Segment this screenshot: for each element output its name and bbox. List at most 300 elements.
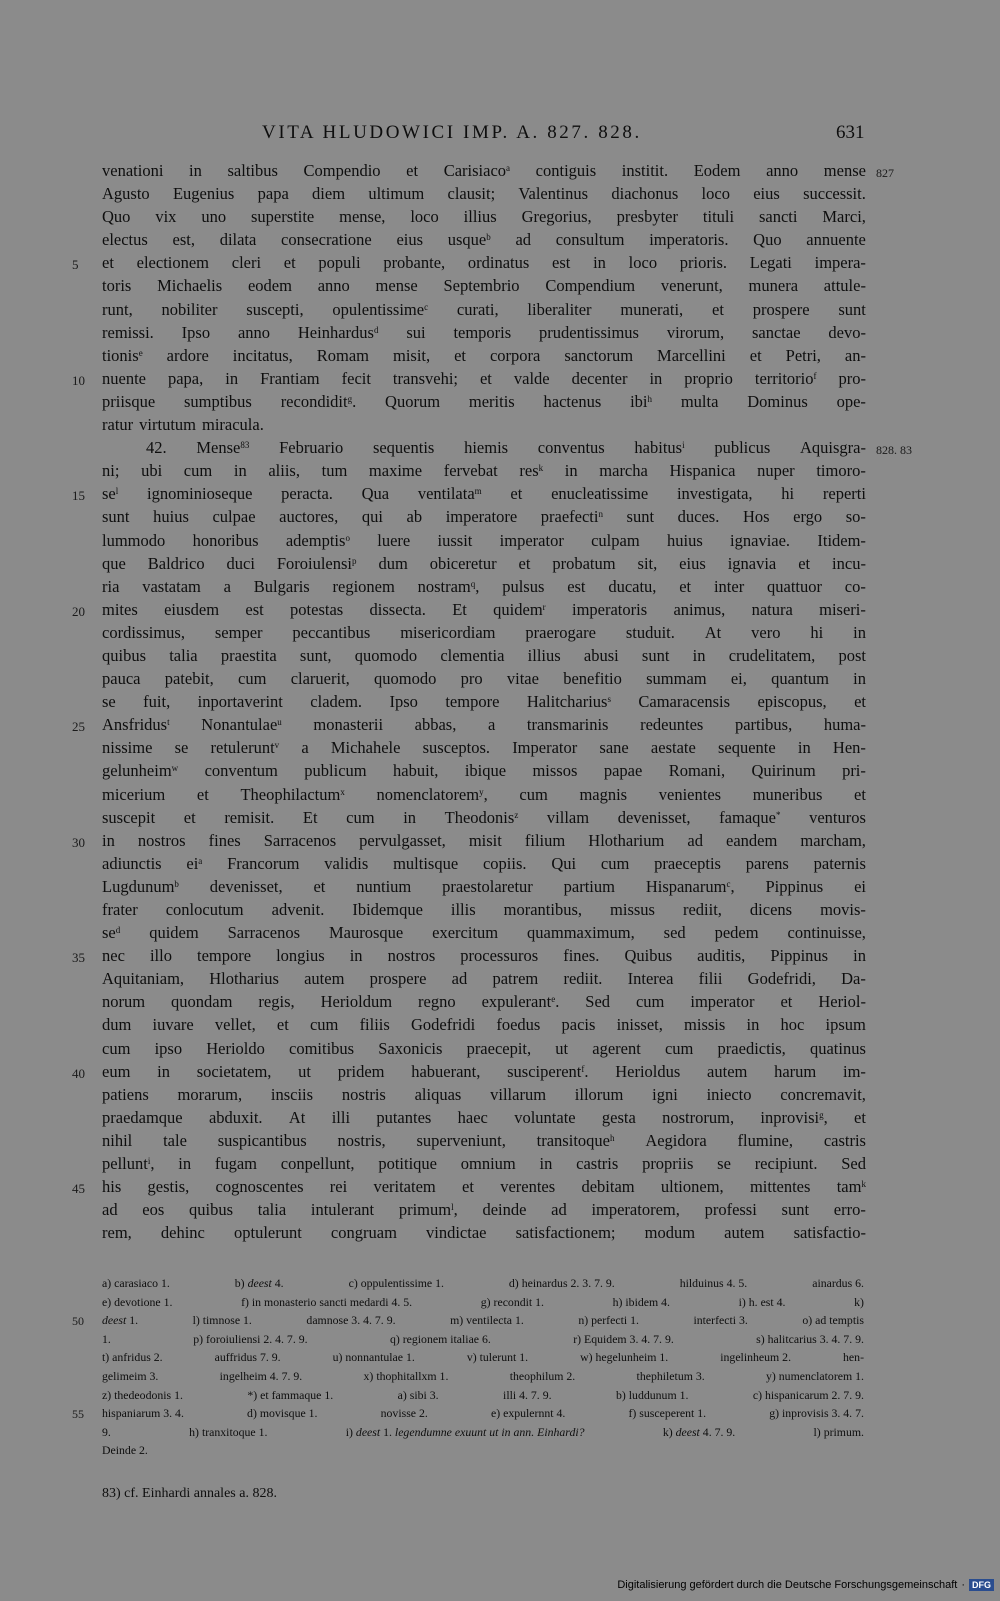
word: sequentis: [372, 438, 435, 458]
word: cum: [600, 853, 630, 873]
word: morarum,: [177, 1084, 243, 1104]
word: castris: [576, 1154, 619, 1174]
word: ordinatus: [467, 253, 530, 273]
note-entry: o) ad temptis: [802, 1313, 864, 1328]
word: quomodo: [374, 669, 437, 689]
word: suscepti,: [246, 299, 304, 319]
word: ria: [102, 576, 120, 596]
word: in: [539, 1154, 553, 1174]
text-line: [102, 552, 866, 575]
word: satisfactionem;: [515, 1223, 616, 1243]
word: haec: [457, 1107, 488, 1127]
word: auctores,: [279, 507, 339, 527]
word: summam: [646, 669, 707, 689]
word: res$^k$: [519, 461, 544, 481]
word: sumptibus: [184, 391, 252, 411]
word: multa: [680, 391, 719, 411]
word: regno: [418, 992, 456, 1012]
word: ibi$^h$: [630, 391, 653, 411]
word: expulerant$^e$.: [481, 992, 560, 1012]
word: susciperent$^f$.: [507, 1061, 589, 1081]
word: pro: [460, 669, 483, 689]
note-marker: g: [347, 393, 353, 404]
word: illis: [450, 900, 476, 919]
word: an-: [844, 345, 866, 365]
note-entry: r) Equidem 3. 4. 7. 9.: [573, 1331, 674, 1346]
word: loco: [628, 253, 658, 273]
word: parens: [745, 853, 789, 873]
word: micerium: [102, 784, 166, 804]
word: dehinc: [160, 1223, 205, 1243]
word: societatem,: [196, 1061, 272, 1081]
italic-note: deest: [355, 1424, 381, 1439]
word: Eugenius: [172, 184, 235, 204]
word: populi: [318, 253, 361, 273]
note-entry: interfecti 3.: [693, 1313, 748, 1328]
word: inter: [713, 576, 745, 596]
word: putantes: [376, 1107, 432, 1127]
word: rediit.: [563, 969, 603, 989]
word: flumine,: [737, 1130, 793, 1150]
note-marker: m: [474, 486, 482, 497]
word: Sarracenos: [263, 830, 337, 850]
word: ni;: [102, 461, 120, 481]
word: sunt: [781, 1200, 810, 1220]
word: nec: [102, 946, 125, 966]
word: se: [102, 692, 116, 712]
note-entry: y) numenclatorem 1.: [766, 1368, 864, 1383]
word: prioris.: [679, 253, 728, 273]
word: saltibus: [227, 161, 278, 180]
word: pulsus: [502, 576, 545, 596]
word: sunt: [641, 645, 670, 665]
word: in: [189, 161, 202, 180]
text-line: [102, 459, 866, 482]
note-line: [102, 1386, 864, 1405]
note-entry: e) expulernnt 4.: [490, 1406, 566, 1421]
word: transmarinis: [526, 715, 609, 735]
word: pervulgasset,: [359, 830, 446, 850]
text-line: [72, 1175, 866, 1198]
word: aliis,: [268, 461, 300, 481]
word: praecepit,: [466, 1038, 532, 1058]
text-line: [102, 621, 866, 644]
word: quondam: [171, 992, 233, 1012]
word: morantibus,: [503, 900, 583, 919]
word: tale: [163, 1130, 187, 1150]
note-entry: f) susceperent 1.: [628, 1406, 707, 1421]
word: sunt,: [299, 645, 332, 665]
word: virtutum: [139, 415, 196, 435]
word: anno: [766, 161, 799, 180]
word: in: [349, 946, 363, 966]
word: vellet,: [214, 1015, 256, 1035]
word: patrem: [492, 969, 539, 989]
word: huma-: [823, 715, 866, 735]
word: et: [283, 253, 296, 273]
note-marker: o: [345, 532, 350, 543]
note-marker: 83: [240, 440, 250, 451]
word: patebit,: [164, 669, 214, 689]
text-line: [72, 713, 866, 736]
word: pro-: [838, 368, 866, 388]
word: pedem: [714, 923, 759, 943]
word: misit,: [392, 345, 431, 365]
word: ei: [854, 876, 866, 896]
word: agerent: [592, 1038, 641, 1058]
word: et: [479, 368, 492, 388]
word: devo-: [828, 322, 866, 342]
word: magnis: [579, 784, 628, 804]
text-line: [102, 967, 866, 990]
text-line: [102, 921, 866, 944]
word: paternis: [813, 853, 866, 873]
word: Herioldum: [320, 992, 393, 1012]
word: nostris,: [337, 1130, 386, 1150]
text-line: [102, 1152, 866, 1175]
running-title: VITA HLUDOWICI IMP. A. 827. 828.: [262, 122, 642, 143]
word: superveniunt,: [416, 1130, 506, 1150]
word: ad: [551, 1200, 567, 1220]
word: maxime: [368, 461, 423, 481]
note-marker: d: [115, 925, 121, 936]
word: munerati,: [620, 299, 684, 319]
word: $se^l$: [102, 484, 119, 504]
word: ipso: [154, 1038, 183, 1058]
text-line: [72, 482, 866, 505]
word: ad: [102, 1200, 118, 1220]
word: et: [196, 784, 209, 804]
word: Da-: [841, 969, 866, 989]
word: rei: [329, 1177, 348, 1197]
word: Hos: [742, 507, 770, 527]
note-entry: n) perfecti 1.: [578, 1313, 639, 1328]
word: ademptis$^o$: [285, 530, 350, 550]
word: suscepit: [102, 807, 156, 827]
note-entry: x) thophitallxm 1.: [363, 1368, 449, 1383]
word: Sarracenos: [227, 923, 301, 943]
word: huius: [153, 507, 189, 527]
note-entry: damnose 3. 4. 7. 9.: [306, 1313, 396, 1328]
word: Halitcharius$^s$: [526, 692, 611, 712]
word: devenisset,: [617, 807, 691, 827]
text-line: [72, 367, 866, 390]
word: nuper: [757, 461, 795, 481]
word: filiis: [359, 1015, 390, 1035]
word: inprovisi$^g$,: [760, 1107, 828, 1127]
word: Theodonis$^z$: [444, 807, 519, 827]
text-line: [102, 1083, 866, 1106]
text-line: [102, 806, 866, 829]
note-entry: d) heinardus 2. 3. 7. 9.: [508, 1276, 615, 1290]
note-entry: hen-: [843, 1350, 864, 1365]
word: in: [853, 946, 866, 966]
note-marker: u: [277, 717, 282, 728]
word: pridem: [337, 1061, 385, 1081]
word: Camaracensis: [638, 692, 731, 712]
word: veritatem: [373, 1177, 436, 1197]
word: sequente: [717, 738, 776, 758]
word: Saxonicis: [378, 1038, 443, 1058]
note-entry: b) luddunum 1.: [616, 1387, 689, 1402]
text-line: [102, 182, 866, 205]
word: fervebat: [443, 461, 498, 481]
word: nihil: [102, 1130, 133, 1150]
word: im-: [843, 1061, 866, 1081]
word: praedamque: [102, 1107, 183, 1127]
line-number: 5: [72, 257, 79, 273]
text-line: [102, 852, 866, 875]
main-text: [72, 159, 912, 1244]
word: cum: [519, 784, 548, 804]
note-line: [102, 1293, 864, 1312]
text-line: [72, 1060, 866, 1083]
note-entry: s) halitcarius 3. 4. 7. 9.: [756, 1331, 864, 1346]
note-marker: n: [598, 509, 603, 520]
note-marker: g: [819, 1109, 824, 1120]
note-entry: Deinde 2.: [102, 1443, 148, 1458]
word: usque$^b$: [447, 230, 491, 250]
word: monasterii: [313, 715, 384, 735]
word: fuit,: [143, 692, 171, 712]
word: nostros: [387, 946, 436, 966]
word: publicum: [304, 761, 367, 781]
note-entry: 1.: [102, 1331, 111, 1346]
word: in: [853, 622, 866, 642]
note-entry: gelimeim 3.: [102, 1368, 159, 1383]
word: culpae: [212, 507, 256, 527]
word: Bulgaris: [253, 576, 310, 596]
word: vitae: [506, 669, 539, 689]
word: Hlotharius: [209, 969, 279, 989]
word: ad: [451, 969, 468, 989]
word: ardore: [166, 345, 209, 365]
word: eandem: [726, 830, 778, 850]
word: clausit;: [447, 184, 496, 204]
note-marker: e: [551, 994, 556, 1005]
word: investigata,: [676, 484, 753, 504]
word: consultum: [555, 230, 625, 250]
word: suspicantibus: [217, 1130, 307, 1150]
note-marker: h: [609, 1132, 615, 1143]
word: Hispanarum$^c$,: [645, 876, 735, 896]
word: papa,: [167, 368, 204, 388]
word: ab: [406, 507, 423, 527]
word: erro-: [833, 1200, 866, 1220]
note-marker: z: [514, 809, 519, 820]
text-line: [102, 390, 866, 413]
word: tum: [321, 461, 348, 481]
word: habuit,: [393, 761, 439, 781]
word: professi: [704, 1200, 757, 1220]
word: in: [649, 368, 663, 388]
word: electus: [102, 230, 148, 250]
word: cum: [102, 1038, 131, 1058]
word: Frantiam: [260, 368, 320, 388]
note-entry: ingelheim 4. 7. 9.: [219, 1368, 303, 1383]
text-line: [102, 274, 866, 297]
word: debitam: [581, 1177, 635, 1197]
word: Dominus: [747, 391, 808, 411]
word: optulerunt: [233, 1223, 302, 1243]
note-marker: q: [470, 578, 476, 589]
note-entry: z) thedeodonis 1.: [102, 1387, 183, 1402]
word: devenisset,: [209, 876, 283, 896]
word: sed: [663, 923, 686, 943]
word: insciis: [270, 1084, 314, 1104]
note-entry: w) hegelunheim 1.: [580, 1350, 669, 1365]
word: ventilata$^m$: [417, 484, 482, 504]
note-line: [102, 1274, 864, 1293]
note-marker: s: [607, 694, 611, 705]
word: adiunctis: [102, 853, 162, 873]
margin-date: 827: [876, 166, 894, 180]
text-line: [102, 759, 866, 782]
note-entry: f) in monasterio sancti medardi 4. 5.: [241, 1294, 413, 1309]
word: conventus: [537, 438, 605, 458]
word: At: [288, 1107, 306, 1127]
word: praestolaretur: [442, 876, 533, 896]
word: et: [679, 576, 692, 596]
word: fugam: [214, 1154, 257, 1174]
note-marker: *: [775, 809, 781, 820]
word: ratur: [102, 415, 134, 435]
word: dum: [378, 553, 408, 573]
word: exercitum: [432, 923, 499, 943]
word: aestate: [650, 738, 696, 758]
text-line: [102, 436, 912, 459]
word: eiusdem: [164, 599, 220, 619]
line-number: 40: [72, 1065, 85, 1081]
word: claruerit,: [290, 669, 350, 689]
word: Petri,: [785, 345, 821, 365]
word: timoro-: [816, 461, 866, 481]
word: praefecti$^n$: [540, 507, 603, 527]
word: dilata: [219, 230, 257, 250]
word: eius: [753, 184, 780, 204]
word: uno: [201, 207, 227, 227]
text-line: [102, 875, 866, 898]
word: est: [567, 576, 586, 596]
word: propriis: [642, 1154, 694, 1174]
word: anno: [317, 276, 350, 296]
word: illi: [331, 1107, 351, 1127]
word: illius: [463, 207, 497, 227]
word: Et: [452, 599, 467, 619]
word: a: [223, 576, 231, 596]
note-marker: i: [147, 1156, 151, 1167]
word: ei,: [730, 669, 747, 689]
word: Godefridi: [411, 1015, 476, 1035]
word: animus,: [673, 599, 726, 619]
word: misericordiam: [400, 622, 496, 642]
line-number: 20: [72, 603, 85, 619]
word: cladem.: [310, 692, 363, 712]
word: abusi: [583, 645, 619, 665]
word: nostrorum,: [662, 1107, 735, 1127]
word: pauca: [102, 669, 141, 689]
word: curati,: [456, 299, 499, 319]
word: Hispanica: [669, 461, 736, 481]
word: processuros: [460, 946, 539, 966]
word: remisit.: [224, 807, 275, 827]
word: miracula.: [202, 415, 264, 435]
word: in: [102, 830, 115, 850]
word: et: [276, 1015, 289, 1035]
word: Francorum: [227, 853, 300, 873]
word: publicus: [714, 438, 771, 458]
word: movis-: [820, 900, 866, 919]
text-line: [72, 251, 866, 274]
word: semper: [214, 622, 263, 642]
note-line: [102, 1367, 864, 1386]
word: foedus: [496, 1015, 541, 1035]
text-line: [102, 1037, 866, 1060]
note-entry: ingelinheum 2.: [720, 1350, 792, 1365]
word: Aegidora: [645, 1130, 707, 1150]
word: et: [102, 253, 114, 273]
word: Godefridi,: [747, 969, 816, 989]
word: imperatoris.: [649, 230, 729, 250]
word: dum: [102, 1015, 132, 1035]
word: Pippinus: [770, 946, 829, 966]
word: in: [403, 807, 417, 827]
word: Romam: [316, 345, 370, 365]
italic-note: deest: [675, 1424, 700, 1439]
word: Compendio: [303, 161, 381, 180]
word: electionem: [136, 253, 210, 273]
note-entry: i) deest 1. legendumne exuunt ut in ann. Einhardi?: [345, 1424, 585, 1439]
word: ut: [555, 1038, 569, 1058]
note-entry: c) oppulentissime 1.: [348, 1276, 444, 1290]
note-marker: p: [352, 555, 357, 566]
word: ipsum: [825, 1015, 866, 1035]
word: Theophilactum$^x$: [240, 784, 345, 804]
line-number: 55: [72, 1407, 84, 1422]
word: quibus: [189, 1200, 234, 1220]
word: sanctorum: [564, 345, 634, 365]
text-line: [102, 690, 866, 713]
text-line: [102, 783, 866, 806]
word: sui: [406, 322, 426, 342]
note-entry: g) inprovisis 3. 4. 7.: [769, 1406, 864, 1421]
word: recipiunt.: [754, 1154, 818, 1174]
word: cum: [346, 807, 375, 827]
word: nissime: [102, 738, 153, 758]
word: a: [487, 715, 496, 735]
word: quidem$^r$: [493, 599, 546, 619]
note-entry: u) nonnantulae 1.: [332, 1350, 415, 1365]
word: Hlotharium: [588, 830, 665, 850]
word: iussit: [437, 530, 473, 550]
word: nostris: [341, 1084, 386, 1104]
word: talia: [169, 645, 198, 665]
word: nuntium: [356, 876, 412, 896]
word: Sed: [585, 992, 611, 1012]
word: omnium: [460, 1154, 516, 1174]
word: marcham,: [800, 830, 866, 850]
word: priisque: [102, 391, 156, 411]
word: Foroiulensi$^p$: [276, 553, 357, 573]
word: $se^d$: [102, 923, 121, 943]
text-line: [102, 1106, 866, 1129]
word: copiis.: [482, 853, 527, 873]
word: in: [797, 738, 811, 758]
text-line: [102, 1221, 866, 1244]
word: transitoque$^h$: [536, 1130, 615, 1150]
note-entry: h) ibidem 4.: [612, 1294, 670, 1309]
note-marker: c: [424, 301, 429, 312]
